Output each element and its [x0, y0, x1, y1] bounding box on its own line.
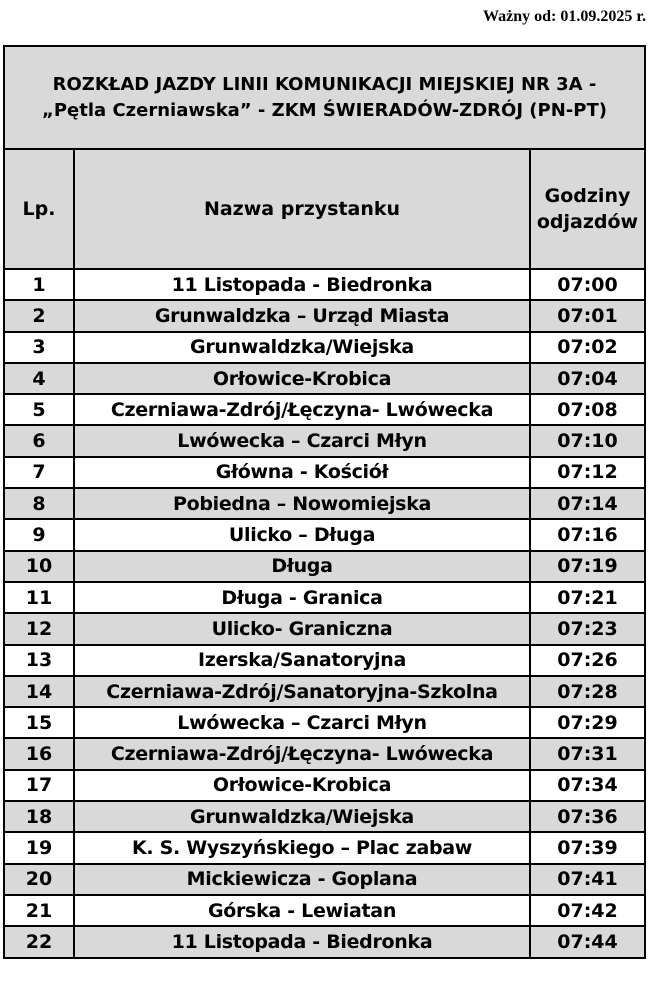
- stop-name: Górska - Lewiatan: [74, 895, 530, 926]
- row-number: 15: [4, 707, 74, 738]
- stop-name: Czerniawa-Zdrój/Łęczyna- Lwówecka: [74, 394, 530, 425]
- row-number: 21: [4, 895, 74, 926]
- stop-name: Grunwaldzka/Wiejska: [74, 332, 530, 363]
- departure-time: 07:41: [530, 864, 645, 895]
- stop-name: Lwówecka – Czarci Młyn: [74, 707, 530, 738]
- header-departures: [530, 149, 645, 269]
- row-number: 14: [4, 676, 74, 707]
- header-stop-name: Nazwa przystanku: [74, 149, 530, 269]
- table-row: [4, 519, 645, 550]
- stop-name: 11 Listopada - Biedronka: [74, 926, 530, 957]
- table-row: [4, 269, 645, 300]
- table-row: [4, 613, 645, 644]
- valid-from-date: Ważny od: 01.09.2025 r.: [483, 8, 646, 25]
- stop-name: Czerniawa-Zdrój/Łęczyna- Lwówecka: [74, 738, 530, 769]
- departure-time: 07:34: [530, 770, 645, 801]
- stop-name: K. S. Wyszyńskiego – Plac zabaw: [74, 832, 530, 863]
- departure-time: 07:31: [530, 738, 645, 769]
- row-number: 9: [4, 519, 74, 550]
- departure-time: 07:02: [530, 332, 645, 363]
- stop-name: Długa: [74, 551, 530, 582]
- row-number: 8: [4, 488, 74, 519]
- table-row: [4, 645, 645, 676]
- departure-time: 07:44: [530, 926, 645, 957]
- departure-time: 07:28: [530, 676, 645, 707]
- table-row: [4, 363, 645, 394]
- stop-name: Długa - Granica: [74, 582, 530, 613]
- timetable-title: [4, 46, 645, 149]
- row-number: 13: [4, 645, 74, 676]
- stop-name: Główna - Kościół: [74, 457, 530, 488]
- row-number: 1: [4, 269, 74, 300]
- stop-name: Izerska/Sanatoryjna: [74, 645, 530, 676]
- departure-time: 07:21: [530, 582, 645, 613]
- departure-time: 07:14: [530, 488, 645, 519]
- header-lp: Lp.: [4, 149, 74, 269]
- departure-time: 07:10: [530, 425, 645, 456]
- header-departures-line-2: odjazdów: [536, 211, 639, 233]
- row-number: 17: [4, 770, 74, 801]
- table-row: [4, 332, 645, 363]
- row-number: 11: [4, 582, 74, 613]
- table-row: [4, 425, 645, 456]
- header-departures-line-1: Godziny: [544, 185, 631, 207]
- stop-name: Orłowice-Krobica: [74, 363, 530, 394]
- stop-name: Pobiedna – Nowomiejska: [74, 488, 530, 519]
- stop-name: Grunwaldzka/Wiejska: [74, 801, 530, 832]
- row-number: 12: [4, 613, 74, 644]
- table-row: [4, 394, 645, 425]
- row-number: 22: [4, 926, 74, 957]
- row-number: 4: [4, 363, 74, 394]
- row-number: 7: [4, 457, 74, 488]
- departure-time: 07:00: [530, 269, 645, 300]
- table-row: [4, 676, 645, 707]
- departure-time: 07:12: [530, 457, 645, 488]
- table-row: [4, 457, 645, 488]
- title-line-1: ROZKŁAD JAZDY LINII KOMUNIKACJI MIEJSKIEJ NR 3A -: [52, 73, 597, 95]
- row-number: 3: [4, 332, 74, 363]
- stop-name: Lwówecka – Czarci Młyn: [74, 425, 530, 456]
- title-line-2: „Pętla Czerniawska” - ZKM ŚWIERADÓW-ZDRÓJ (PN-PT): [42, 99, 607, 121]
- stop-name: Grunwaldzka – Urząd Miasta: [74, 300, 530, 331]
- row-number: 10: [4, 551, 74, 582]
- table-row: [4, 707, 645, 738]
- departure-time: 07:16: [530, 519, 645, 550]
- departure-time: 07:08: [530, 394, 645, 425]
- departure-time: 07:29: [530, 707, 645, 738]
- timetable: [3, 45, 646, 959]
- departure-time: 07:39: [530, 832, 645, 863]
- table-row: [4, 551, 645, 582]
- row-number: 19: [4, 832, 74, 863]
- row-number: 5: [4, 394, 74, 425]
- table-row: [4, 832, 645, 863]
- departure-time: 07:42: [530, 895, 645, 926]
- stop-name: Ulicko – Długa: [74, 519, 530, 550]
- row-number: 20: [4, 864, 74, 895]
- row-number: 6: [4, 425, 74, 456]
- departure-time: 07:19: [530, 551, 645, 582]
- table-row: [4, 926, 645, 957]
- table-row: [4, 582, 645, 613]
- row-number: 16: [4, 738, 74, 769]
- table-row: [4, 488, 645, 519]
- stop-name: Ulicko- Graniczna: [74, 613, 530, 644]
- table-row: [4, 801, 645, 832]
- departure-time: 07:36: [530, 801, 645, 832]
- stop-name: 11 Listopada - Biedronka: [74, 269, 530, 300]
- table-row: [4, 770, 645, 801]
- departure-time: 07:04: [530, 363, 645, 394]
- table-row: [4, 864, 645, 895]
- departure-time: 07:23: [530, 613, 645, 644]
- row-number: 2: [4, 300, 74, 331]
- departure-time: 07:01: [530, 300, 645, 331]
- departure-time: 07:26: [530, 645, 645, 676]
- timetable-body: [4, 269, 645, 958]
- stop-name: Mickiewicza - Goplana: [74, 864, 530, 895]
- table-row: [4, 895, 645, 926]
- row-number: 18: [4, 801, 74, 832]
- stop-name: Orłowice-Krobica: [74, 770, 530, 801]
- stop-name: Czerniawa-Zdrój/Sanatoryjna-Szkolna: [74, 676, 530, 707]
- table-row: [4, 300, 645, 331]
- table-row: [4, 738, 645, 769]
